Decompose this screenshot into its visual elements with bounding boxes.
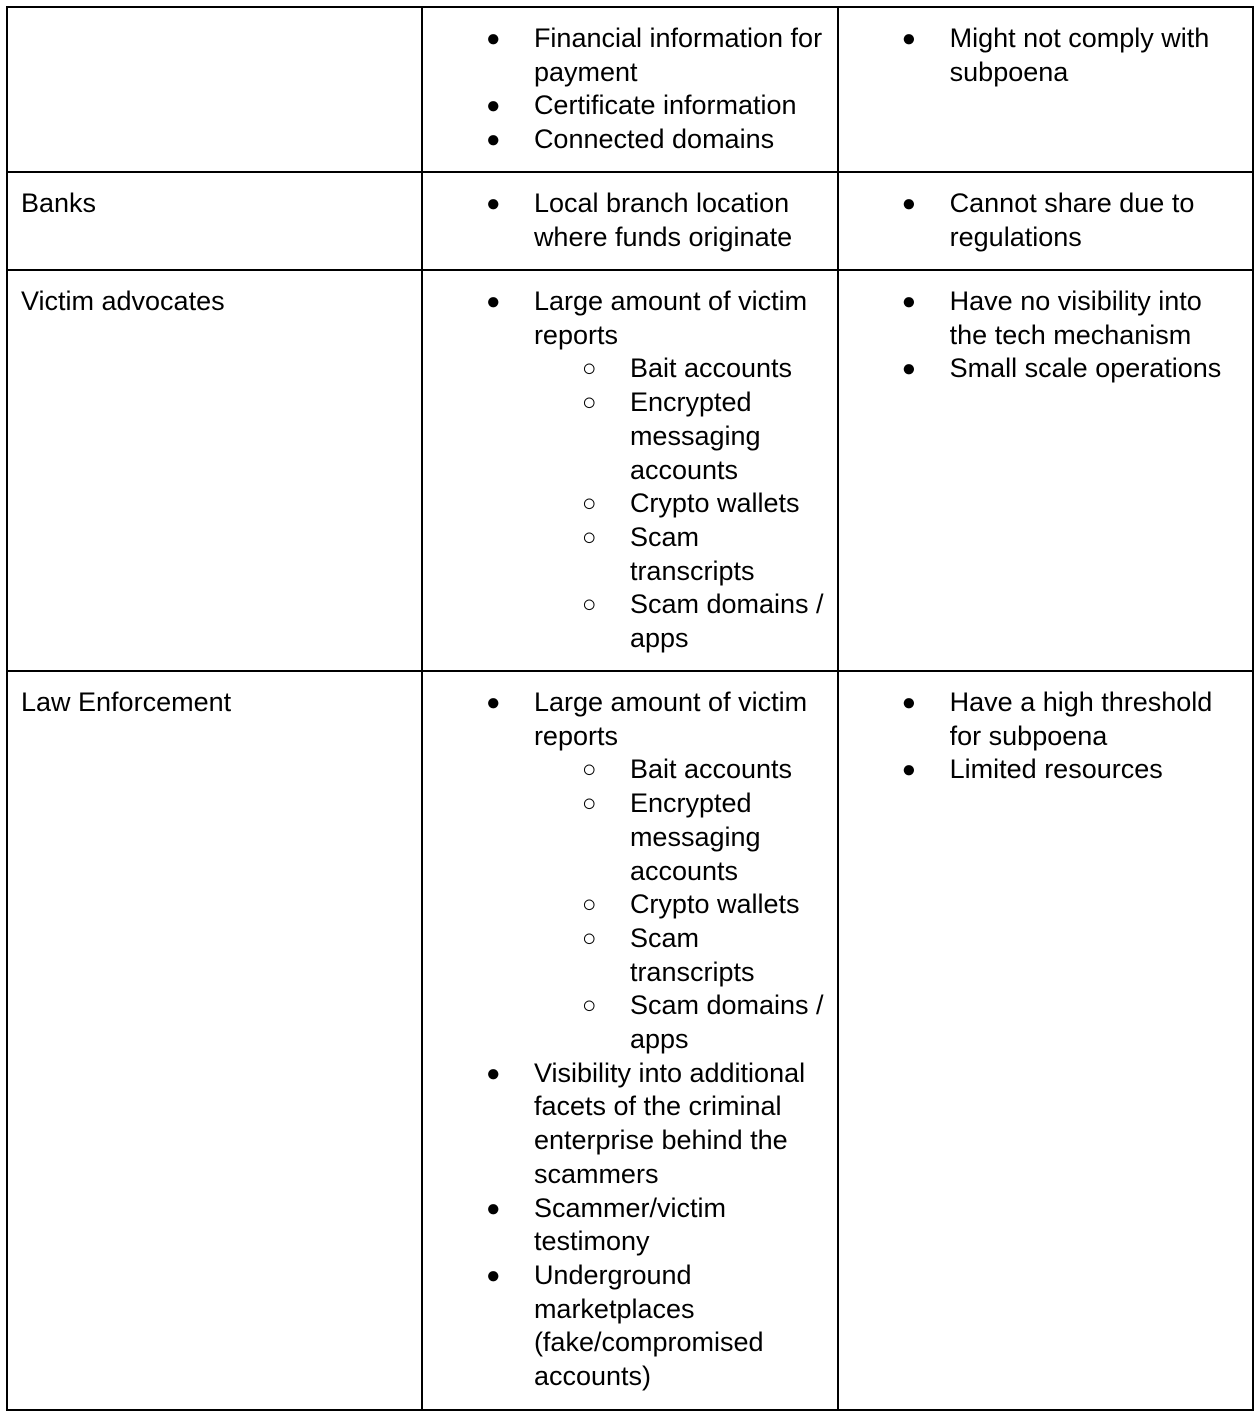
list-item: ● Connected domains — [436, 123, 825, 157]
capabilities-cell — [422, 671, 838, 1410]
sub-list-item: ○ Encrypted messaging accounts — [581, 387, 761, 485]
sub-list-item: ○ Scam domains / apps — [581, 990, 824, 1055]
list-item: ● Scammer/victim testimony — [485, 1192, 726, 1257]
limitations-cell — [838, 172, 1253, 270]
row-label: Law Enforcement — [21, 687, 232, 717]
bullet-icon: ● — [485, 190, 501, 217]
list-item: ● Visibility into additional facets of the criminal enterprise behind the scammers — [485, 1057, 806, 1189]
sub-list-item: ○ Scam transcripts — [581, 521, 755, 586]
stakeholder-table — [6, 6, 1254, 1411]
hollow-bullet-icon: ○ — [581, 355, 597, 383]
bullet-icon: ● — [485, 1059, 501, 1087]
sub-list-item: ○ Encrypted messaging accounts — [581, 788, 761, 886]
table-row — [7, 270, 1253, 671]
hollow-bullet-icon: ○ — [581, 591, 597, 619]
bullet-icon: ● — [901, 355, 917, 383]
limitations-cell — [838, 7, 1253, 172]
table-row — [7, 172, 1253, 270]
list-item: ● Financial information for payment — [485, 23, 823, 87]
list-item: ● Might not comply with subpoena — [901, 23, 1210, 87]
row-label-cell — [7, 671, 422, 1410]
row-label-cell — [7, 7, 422, 172]
bullet-icon: ● — [901, 689, 917, 716]
limitations-cell — [838, 270, 1253, 671]
row-label-cell — [7, 270, 422, 671]
hollow-bullet-icon: ○ — [581, 490, 597, 518]
row-label: Banks — [21, 188, 97, 218]
bullet-icon: ● — [901, 25, 917, 52]
list-item: ● Large amount of victim reports ○ Bait accounts ○ Encrypted messaging accounts ○ Crypto wallets ○ Scam transcripts ○ Scam domains / apps — [436, 285, 825, 656]
list-item: ● Large amount of victim reports ○ Bait accounts ○ Encrypted messaging accounts ○ Crypto wallets ○ Scam transcripts ○ Scam domains / apps — [436, 686, 825, 1057]
bullet-icon: ● — [485, 1194, 501, 1222]
hollow-bullet-icon: ○ — [581, 756, 597, 784]
sub-list-item: ○ Crypto wallets — [534, 487, 825, 521]
sub-list-item: ○ Scam domains / apps — [581, 589, 824, 654]
table-row — [7, 671, 1253, 1410]
bullet-icon: ● — [485, 288, 501, 315]
list-item: ● Have a high threshold for subpoena — [901, 687, 1213, 751]
hollow-bullet-icon: ○ — [581, 992, 597, 1020]
hollow-bullet-icon: ○ — [581, 389, 597, 417]
list-item: ● Certificate information — [436, 89, 825, 123]
capabilities-cell — [422, 7, 838, 172]
sub-list-item: ○ Bait accounts — [534, 352, 825, 386]
bullet-icon: ● — [901, 190, 917, 217]
limitations-cell — [838, 671, 1253, 1410]
list-item: ● Limited resources — [852, 753, 1240, 787]
bullet-icon: ● — [485, 92, 501, 120]
bullet-icon: ● — [901, 288, 917, 315]
list-item: ● Underground marketplaces (fake/compromised accounts) — [485, 1259, 764, 1392]
bullet-icon: ● — [485, 1261, 501, 1289]
hollow-bullet-icon: ○ — [581, 523, 597, 551]
capabilities-cell — [422, 270, 838, 671]
row-label: Victim advocates — [21, 286, 225, 316]
sub-list-item: ○ Bait accounts — [534, 753, 825, 787]
bullet-icon: ● — [485, 689, 501, 716]
sub-list-item: ○ Crypto wallets — [534, 888, 825, 922]
table-row — [7, 7, 1253, 172]
list-item: ● Local branch location where funds originate — [485, 188, 793, 252]
list-item: ● Have no visibility into the tech mechanism — [901, 286, 1202, 350]
hollow-bullet-icon: ○ — [581, 790, 597, 818]
list-item: ● Cannot share due to regulations — [901, 188, 1195, 252]
hollow-bullet-icon: ○ — [581, 891, 597, 919]
hollow-bullet-icon: ○ — [581, 924, 597, 952]
list-item: ● Small scale operations — [852, 352, 1240, 386]
bullet-icon: ● — [901, 756, 917, 784]
row-label-cell — [7, 172, 422, 270]
capabilities-cell — [422, 172, 838, 270]
sub-list-item: ○ Scam transcripts — [581, 922, 755, 987]
bullet-icon: ● — [485, 25, 501, 52]
bullet-icon: ● — [485, 126, 501, 154]
